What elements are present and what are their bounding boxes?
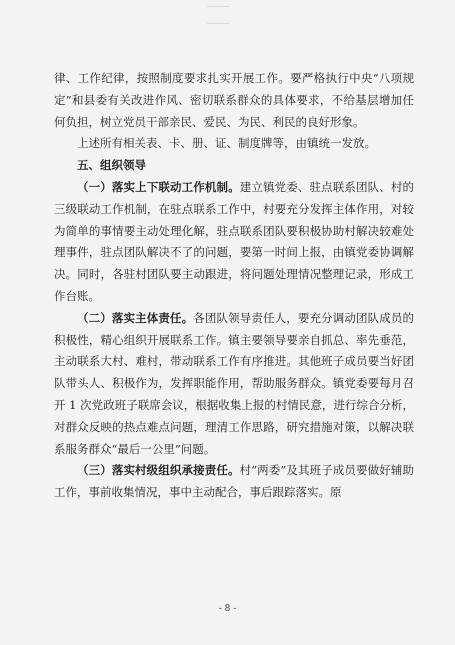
paragraph-forms: 上述所有相关表、卡、册、证、制度牌等，由镇统一发放。 <box>77 136 376 151</box>
document-body <box>54 68 414 504</box>
item-3-body: 村“两委”及其班子成员要做好辅助工作，事前收集情况，事中主动配合，事后跟踪落实。原 <box>54 463 414 500</box>
item-2-lead: （二）落实主体责任。 <box>77 310 194 325</box>
paragraph-item-2 <box>54 308 414 461</box>
paragraph-continued: 律、工作纪律，按照制度要求扎实开展工作。要严格执行中央“八项规定”和县委有关改进作风、密切联系群众的具体要求，不给基层增加任何负担，树立党员干部亲民、爱民、为民、利民的良好形象。 <box>54 71 414 129</box>
paragraph-item-3 <box>54 460 414 504</box>
page-number: - 8 - <box>218 604 237 614</box>
item-2-body: 各团队领导责任人，要充分调动团队成员的积极性，精心组织开展联系工作。镇主要领导要亲自抓总、率先垂范，主动联系大村、难村，带动联系工作有序推进。其他班子成员要当好团队带头人、积极作为，发挥职能作用，帮助服务群众。镇党委要每月召开 1 次党政班子联席会议，根据收集上报的村情民意，进行综合分析，对群众反映的热点难点问题，理清工作思路，研究措施对策，以解决联系服务群众“最后一公里”问题。 <box>54 310 414 456</box>
scan-mark <box>207 6 229 24</box>
item-1-lead: （一）落实上下联动工作机制。 <box>77 179 240 194</box>
section-heading: 五、组织领导 <box>77 158 146 173</box>
item-1-body: 建立镇党委、驻点联系团队、村的三级联动工作机制，在驻点联系工作中，村要充分发挥主体作用，对较为简单的事情要主动处理化解，驻点联系团队要积极协助村解决较难处理事件，驻点团队解决不了的问题，要第一时间上报，由镇党委协调解决。同时，各驻村团队要主动跟进，将问题处理情况整理记录，形成工作台账。 <box>54 179 414 303</box>
item-3-lead: （三）落实村级组织承接责任。 <box>77 463 240 478</box>
paragraph-item-1 <box>54 177 414 308</box>
